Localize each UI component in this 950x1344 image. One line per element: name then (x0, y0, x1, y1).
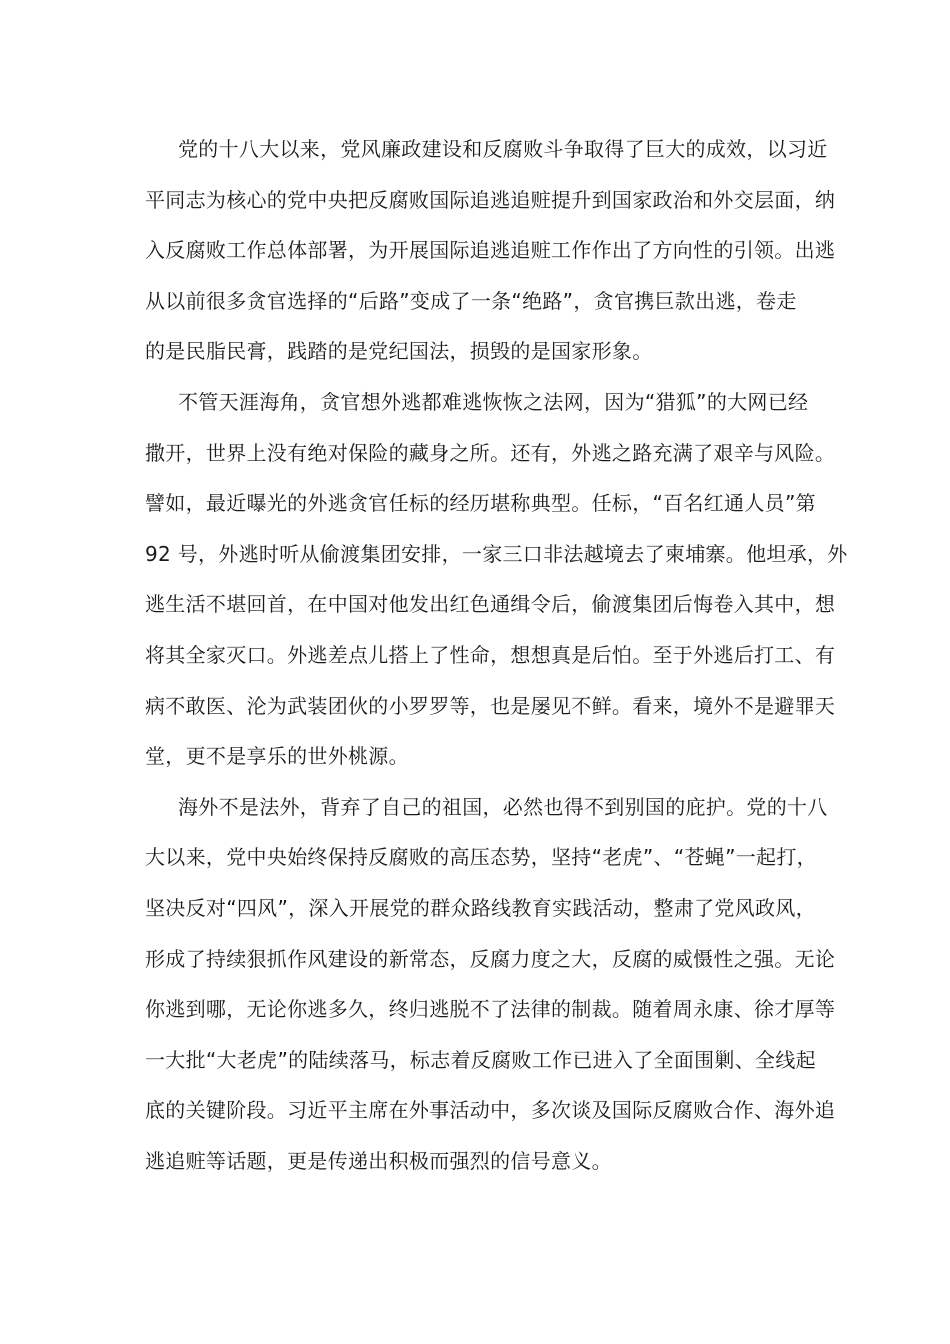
paragraph-2-line-6: 将其全家灭口。外逃差点儿搭上了性命，想想真是后怕。至于外逃后打工、有 (145, 642, 836, 667)
paragraph-3-line-4: 形成了持续狠抓作风建设的新常态，反腐力度之大，反腐的威慑性之强。无论 (145, 946, 836, 971)
paragraph-2-line-7: 病不敢医、沦为武装团伙的小罗罗等，也是屡见不鲜。看来，境外不是避罪天 (145, 693, 836, 718)
article-body (145, 124, 848, 1186)
paragraph-1-line-4: 从以前很多贪官选择的“后路”变成了一条“绝路”，贪官携巨款出逃，卷走 (145, 288, 797, 313)
paragraph-2-line-2: 撒开，世界上没有绝对保险的藏身之所。还有，外逃之路充满了艰辛与风险。 (145, 440, 836, 465)
paragraph-2-line-3: 譬如，最近曝光的外逃贪官任标的经历堪称典型。任标，“百名红通人员”第 (145, 491, 816, 516)
paragraph-2-line-1: 不管天涯海角，贪官想外逃都难逃恢恢之法网，因为“猎狐”的大网已经 (178, 389, 809, 414)
paragraph-2-line-8: 堂，更不是享乐的世外桃源。 (145, 744, 409, 769)
paragraph-1-line-5: 的是民脂民膏，践踏的是党纪国法，损毁的是国家形象。 (145, 339, 653, 364)
paragraph-1 (145, 124, 836, 377)
paragraph-2-line-4: 92 号，外逃时听从偷渡集团安排，一家三口非法越境去了柬埔寨。他坦承，外 (145, 541, 848, 566)
paragraph-3-line-3: 坚决反对“四风”，深入开展党的群众路线教育实践活动，整肃了党风政风， (145, 895, 816, 920)
paragraph-3-line-5: 你逃到哪，无论你逃多久，终归逃脱不了法律的制裁。随着周永康、徐才厚等 (145, 997, 836, 1022)
paragraph-1-line-3: 入反腐败工作总体部署，为开展国际追逃追赃工作作出了方向性的引领。出逃 (145, 238, 836, 263)
paragraph-2 (145, 377, 848, 782)
paragraph-3 (145, 782, 836, 1187)
paragraph-3-line-8: 逃追赃等话题，更是传递出积极而强烈的信号意义。 (145, 1148, 612, 1173)
paragraph-3-line-6: 一大批“大老虎”的陆续落马，标志着反腐败工作已进入了全面围剿、全线起 (145, 1047, 816, 1072)
paragraph-2-line-5: 逃生活不堪回首，在中国对他发出红色通缉令后，偷渡集团后悔卷入其中，想 (145, 592, 836, 617)
paragraph-3-line-2: 大以来，党中央始终保持反腐败的高压态势，坚持“老虎”、“苍蝇”一起打， (145, 845, 817, 870)
paragraph-3-line-1: 海外不是法外，背弃了自己的祖国，必然也得不到别国的庇护。党的十八 (178, 794, 828, 819)
paragraph-1-line-1: 党的十八大以来，党风廉政建设和反腐败斗争取得了巨大的成效，以习近 (178, 137, 828, 161)
paragraph-1-line-2: 平同志为核心的党中央把反腐败国际追逃追赃提升到国家政治和外交层面，纳 (145, 187, 836, 212)
paragraph-3-line-7: 底的关键阶段。习近平主席在外事活动中，多次谈及国际反腐败合作、海外追 (145, 1098, 836, 1123)
